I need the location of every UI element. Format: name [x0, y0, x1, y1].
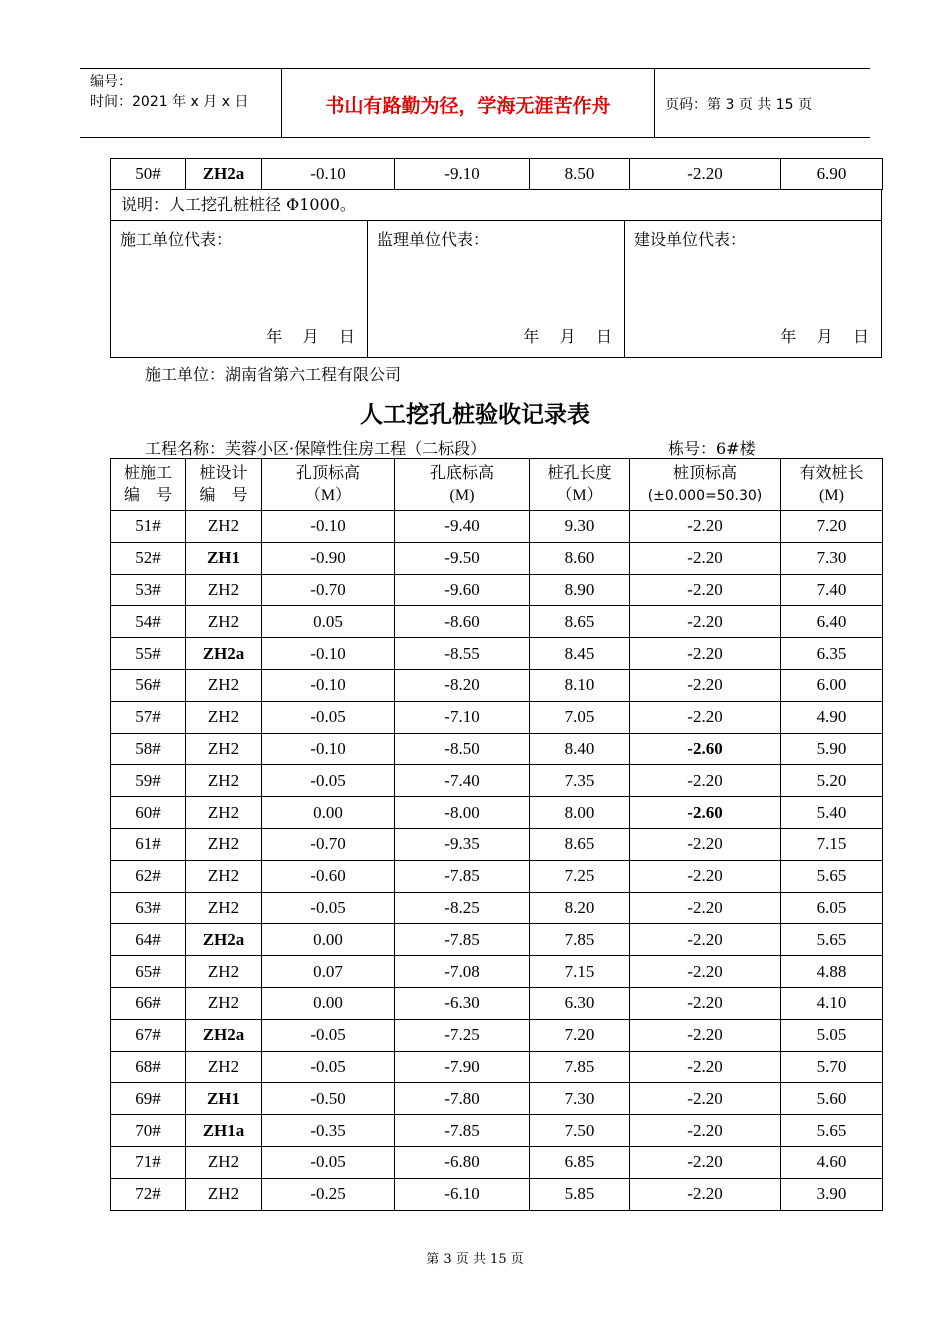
pile-top-elevation-cell: -2.20: [630, 892, 781, 924]
hole-length-cell: 7.30: [530, 1083, 630, 1115]
hole-length-cell: 7.20: [530, 1019, 630, 1051]
hole-length-cell: 7.35: [530, 765, 630, 797]
pile-top-elevation-cell: -2.60: [630, 797, 781, 829]
pile-number-cell: 62#: [111, 860, 186, 892]
hole-top-elevation-cell: -0.05: [262, 1146, 395, 1178]
effective-length-cell: 7.30: [781, 542, 883, 574]
pile-top-elevation-cell: -2.20: [630, 924, 781, 956]
pile-top-elevation-cell: -2.20: [630, 1019, 781, 1051]
hole-bottom-elevation-cell: -7.25: [395, 1019, 530, 1051]
table-row: [111, 1146, 883, 1178]
hole-top-elevation-cell: -0.05: [262, 765, 395, 797]
contractor-signature-cell: [111, 221, 368, 357]
hole-top-elevation-cell: -0.70: [262, 828, 395, 860]
table-row: [111, 987, 883, 1019]
hole-top-elevation-cell: -0.50: [262, 1083, 395, 1115]
effective-length-cell: 7.40: [781, 574, 883, 606]
project-name: 工程名称：芙蓉小区·保障性住房工程（二标段）: [145, 439, 487, 458]
hole-bottom-elevation-cell: -6.80: [395, 1146, 530, 1178]
pile-number-cell: 53#: [111, 574, 186, 606]
pile-top-elevation-cell: -2.20: [630, 1146, 781, 1178]
header-motto-cell: [281, 69, 655, 137]
table-header-row: [111, 459, 883, 511]
hole-length-cell: 8.10: [530, 669, 630, 701]
pile-top-elevation-cell: -2.20: [630, 701, 781, 733]
column-header: 孔顶标高 （M）: [262, 459, 395, 511]
hole-top-elevation-cell: -0.05: [262, 1019, 395, 1051]
hole-bottom-elevation-cell: -6.10: [395, 1178, 530, 1210]
pile-number-cell: 65#: [111, 956, 186, 988]
pile-number-cell: 57#: [111, 701, 186, 733]
pile-top-elevation-cell: -2.20: [630, 1178, 781, 1210]
effective-length-cell: 6.00: [781, 669, 883, 701]
hole-bottom-elevation-cell: -8.55: [395, 638, 530, 670]
pile-number-cell: 67#: [111, 1019, 186, 1051]
pile-number-cell: 50#: [111, 159, 186, 190]
design-code-cell: ZH2a: [186, 1019, 262, 1051]
table-row: [111, 1051, 883, 1083]
pile-number-cell: 72#: [111, 1178, 186, 1210]
column-header: 有效桩长 (M): [781, 459, 883, 511]
pile-number-cell: 69#: [111, 1083, 186, 1115]
table-row: [111, 159, 883, 190]
hole-length-cell: 9.30: [530, 511, 630, 543]
hole-length-cell: 7.15: [530, 956, 630, 988]
design-code-cell: ZH2a: [186, 159, 262, 190]
hole-bottom-elevation-cell: -7.10: [395, 701, 530, 733]
pile-number-cell: 66#: [111, 987, 186, 1019]
pile-top-elevation-cell: -2.20: [630, 1051, 781, 1083]
pile-number-cell: 60#: [111, 797, 186, 829]
table-row: [111, 1019, 883, 1051]
hole-length-cell: 8.90: [530, 574, 630, 606]
pile-top-elevation-cell: -2.20: [630, 956, 781, 988]
pile-number-cell: 68#: [111, 1051, 186, 1083]
hole-length-cell: 8.50: [530, 159, 630, 190]
design-code-cell: ZH2: [186, 1146, 262, 1178]
table-row: [111, 511, 883, 543]
design-code-cell: ZH2a: [186, 924, 262, 956]
pile-top-elevation-cell: -2.20: [630, 987, 781, 1019]
pile-number-cell: 63#: [111, 892, 186, 924]
hole-bottom-elevation-cell: -6.30: [395, 987, 530, 1019]
pile-number-cell: 55#: [111, 638, 186, 670]
hole-top-elevation-cell: 0.05: [262, 606, 395, 638]
header-page-cell: [655, 69, 870, 137]
hole-bottom-elevation-cell: -9.40: [395, 511, 530, 543]
hole-length-cell: 6.30: [530, 987, 630, 1019]
effective-length-cell: 6.40: [781, 606, 883, 638]
page-title: 人工挖孔桩验收记录表: [360, 401, 590, 428]
pile-number-cell: 64#: [111, 924, 186, 956]
hole-top-elevation-cell: -0.60: [262, 860, 395, 892]
pile-top-elevation-cell: -2.20: [630, 669, 781, 701]
design-code-cell: ZH2: [186, 574, 262, 606]
table-row: [111, 1083, 883, 1115]
hole-bottom-elevation-cell: -7.40: [395, 765, 530, 797]
design-code-cell: ZH1a: [186, 1115, 262, 1147]
table-row: [111, 924, 883, 956]
effective-length-cell: 7.15: [781, 828, 883, 860]
hole-top-elevation-cell: -0.10: [262, 669, 395, 701]
design-code-cell: ZH2: [186, 828, 262, 860]
pile-top-elevation-cell: -2.20: [630, 638, 781, 670]
table-row: [111, 733, 883, 765]
note-text: 说明：人工挖孔桩桩径 Φ1000。: [121, 195, 356, 214]
hole-top-elevation-cell: 0.00: [262, 797, 395, 829]
effective-length-cell: 4.90: [781, 701, 883, 733]
effective-length-cell: 5.70: [781, 1051, 883, 1083]
effective-length-cell: 5.20: [781, 765, 883, 797]
table-row: [111, 860, 883, 892]
table-row: [111, 542, 883, 574]
design-code-cell: ZH2: [186, 669, 262, 701]
effective-length-cell: 5.65: [781, 1115, 883, 1147]
hole-top-elevation-cell: -0.25: [262, 1178, 395, 1210]
pile-top-elevation-cell: -2.60: [630, 733, 781, 765]
table-row: [111, 797, 883, 829]
design-code-cell: ZH2: [186, 765, 262, 797]
hole-top-elevation-cell: -0.10: [262, 733, 395, 765]
document-code-label: 编号：: [90, 74, 132, 90]
design-code-cell: ZH2: [186, 701, 262, 733]
hole-top-elevation-cell: -0.05: [262, 701, 395, 733]
document-date-label: 时间：2021 年 x 月 x 日: [90, 94, 249, 110]
pile-number-cell: 61#: [111, 828, 186, 860]
effective-length-cell: 6.90: [781, 159, 883, 190]
effective-length-cell: 6.05: [781, 892, 883, 924]
hole-length-cell: 6.85: [530, 1146, 630, 1178]
effective-length-cell: 6.35: [781, 638, 883, 670]
note-row: [110, 189, 882, 221]
hole-length-cell: 5.85: [530, 1178, 630, 1210]
hole-bottom-elevation-cell: -9.10: [395, 159, 530, 190]
design-code-cell: ZH2: [186, 860, 262, 892]
pile-number-cell: 59#: [111, 765, 186, 797]
hole-bottom-elevation-cell: -8.20: [395, 669, 530, 701]
table-row: [111, 1115, 883, 1147]
continuation-table: [110, 158, 883, 190]
supervisor-date-label: 年 月 日: [523, 327, 612, 346]
hole-bottom-elevation-cell: -9.60: [395, 574, 530, 606]
hole-length-cell: 7.85: [530, 924, 630, 956]
effective-length-cell: 3.90: [781, 1178, 883, 1210]
effective-length-cell: 5.65: [781, 860, 883, 892]
table-row: [111, 574, 883, 606]
effective-length-cell: 4.88: [781, 956, 883, 988]
pile-top-elevation-cell: -2.20: [630, 1083, 781, 1115]
pile-top-elevation-cell: -2.20: [630, 765, 781, 797]
hole-length-cell: 8.65: [530, 828, 630, 860]
company-name: 施工单位：湖南省第六工程有限公司: [145, 365, 402, 384]
hole-top-elevation-cell: 0.00: [262, 924, 395, 956]
pile-top-elevation-cell: -2.20: [630, 1115, 781, 1147]
hole-top-elevation-cell: -0.10: [262, 511, 395, 543]
hole-top-elevation-cell: -0.10: [262, 159, 395, 190]
hole-bottom-elevation-cell: -8.50: [395, 733, 530, 765]
effective-length-cell: 5.90: [781, 733, 883, 765]
hole-top-elevation-cell: -0.90: [262, 542, 395, 574]
design-code-cell: ZH1: [186, 1083, 262, 1115]
hole-bottom-elevation-cell: -7.90: [395, 1051, 530, 1083]
pile-number-cell: 70#: [111, 1115, 186, 1147]
hole-bottom-elevation-cell: -7.85: [395, 924, 530, 956]
hole-length-cell: 7.50: [530, 1115, 630, 1147]
pile-top-elevation-cell: -2.20: [630, 542, 781, 574]
table-row: [111, 701, 883, 733]
header-page-number: 页码：第 3 页 共 15 页: [665, 97, 812, 113]
design-code-cell: ZH2: [186, 987, 262, 1019]
column-header: 桩顶标高 (±0.000=50.30): [630, 459, 781, 511]
hole-length-cell: 8.40: [530, 733, 630, 765]
effective-length-cell: 4.10: [781, 987, 883, 1019]
hole-length-cell: 8.65: [530, 606, 630, 638]
pile-number-cell: 54#: [111, 606, 186, 638]
column-header: 桩施工 编 号: [111, 459, 186, 511]
column-header: 孔底标高 (M): [395, 459, 530, 511]
table-row: [111, 956, 883, 988]
hole-top-elevation-cell: 0.07: [262, 956, 395, 988]
hole-length-cell: 8.45: [530, 638, 630, 670]
pile-record-table: [110, 458, 883, 1211]
table-row: [111, 892, 883, 924]
hole-length-cell: 7.05: [530, 701, 630, 733]
effective-length-cell: 4.60: [781, 1146, 883, 1178]
design-code-cell: ZH2a: [186, 638, 262, 670]
supervisor-rep-label: 监理单位代表：: [377, 230, 490, 249]
owner-date-label: 年 月 日: [780, 327, 869, 346]
hole-bottom-elevation-cell: -7.08: [395, 956, 530, 988]
design-code-cell: ZH2: [186, 956, 262, 988]
pile-top-elevation-cell: -2.20: [630, 860, 781, 892]
column-header: 桩设计 编 号: [186, 459, 262, 511]
pile-top-elevation-cell: -2.20: [630, 159, 781, 190]
hole-bottom-elevation-cell: -7.85: [395, 860, 530, 892]
pile-number-cell: 71#: [111, 1146, 186, 1178]
hole-top-elevation-cell: -0.05: [262, 892, 395, 924]
page-header: [80, 68, 870, 138]
pile-top-elevation-cell: -2.20: [630, 574, 781, 606]
table-row: [111, 606, 883, 638]
header-meta-cell: [80, 69, 280, 137]
hole-bottom-elevation-cell: -7.80: [395, 1083, 530, 1115]
signature-block: [110, 221, 882, 358]
contractor-rep-label: 施工单位代表：: [120, 230, 233, 249]
effective-length-cell: 5.40: [781, 797, 883, 829]
pile-top-elevation-cell: -2.20: [630, 828, 781, 860]
pile-number-cell: 52#: [111, 542, 186, 574]
effective-length-cell: 5.60: [781, 1083, 883, 1115]
hole-length-cell: 8.00: [530, 797, 630, 829]
hole-length-cell: 8.60: [530, 542, 630, 574]
design-code-cell: ZH2: [186, 892, 262, 924]
hole-top-elevation-cell: -0.35: [262, 1115, 395, 1147]
design-code-cell: ZH1: [186, 542, 262, 574]
hole-length-cell: 8.20: [530, 892, 630, 924]
design-code-cell: ZH2: [186, 1178, 262, 1210]
design-code-cell: ZH2: [186, 733, 262, 765]
hole-bottom-elevation-cell: -8.25: [395, 892, 530, 924]
table-row: [111, 638, 883, 670]
building-number: 栋号：6#楼: [668, 439, 756, 458]
supervisor-signature-cell: [368, 221, 625, 357]
design-code-cell: ZH2: [186, 511, 262, 543]
hole-top-elevation-cell: -0.70: [262, 574, 395, 606]
design-code-cell: ZH2: [186, 1051, 262, 1083]
hole-bottom-elevation-cell: -8.60: [395, 606, 530, 638]
hole-top-elevation-cell: -0.05: [262, 1051, 395, 1083]
pile-record-table-body: [111, 459, 883, 1211]
column-header: 桩孔长度 （M）: [530, 459, 630, 511]
pile-number-cell: 58#: [111, 733, 186, 765]
pile-top-elevation-cell: -2.20: [630, 606, 781, 638]
hole-length-cell: 7.25: [530, 860, 630, 892]
hole-length-cell: 7.85: [530, 1051, 630, 1083]
contractor-date-label: 年 月 日: [266, 327, 355, 346]
owner-signature-cell: [625, 221, 881, 357]
table-row: [111, 828, 883, 860]
hole-bottom-elevation-cell: -7.85: [395, 1115, 530, 1147]
hole-bottom-elevation-cell: -9.50: [395, 542, 530, 574]
effective-length-cell: 5.05: [781, 1019, 883, 1051]
table-row: [111, 669, 883, 701]
hole-bottom-elevation-cell: -9.35: [395, 828, 530, 860]
pile-top-elevation-cell: -2.20: [630, 511, 781, 543]
table-row: [111, 765, 883, 797]
pile-number-cell: 56#: [111, 669, 186, 701]
hole-top-elevation-cell: 0.00: [262, 987, 395, 1019]
design-code-cell: ZH2: [186, 606, 262, 638]
header-motto: 书山有路勤为径，学海无涯苦作舟: [325, 95, 611, 117]
pile-number-cell: 51#: [111, 511, 186, 543]
table-row: [111, 1178, 883, 1210]
owner-rep-label: 建设单位代表：: [634, 230, 747, 249]
hole-bottom-elevation-cell: -8.00: [395, 797, 530, 829]
effective-length-cell: 7.20: [781, 511, 883, 543]
hole-top-elevation-cell: -0.10: [262, 638, 395, 670]
design-code-cell: ZH2: [186, 797, 262, 829]
effective-length-cell: 5.65: [781, 924, 883, 956]
page-footer: 第 3 页 共 15 页: [426, 1252, 524, 1267]
